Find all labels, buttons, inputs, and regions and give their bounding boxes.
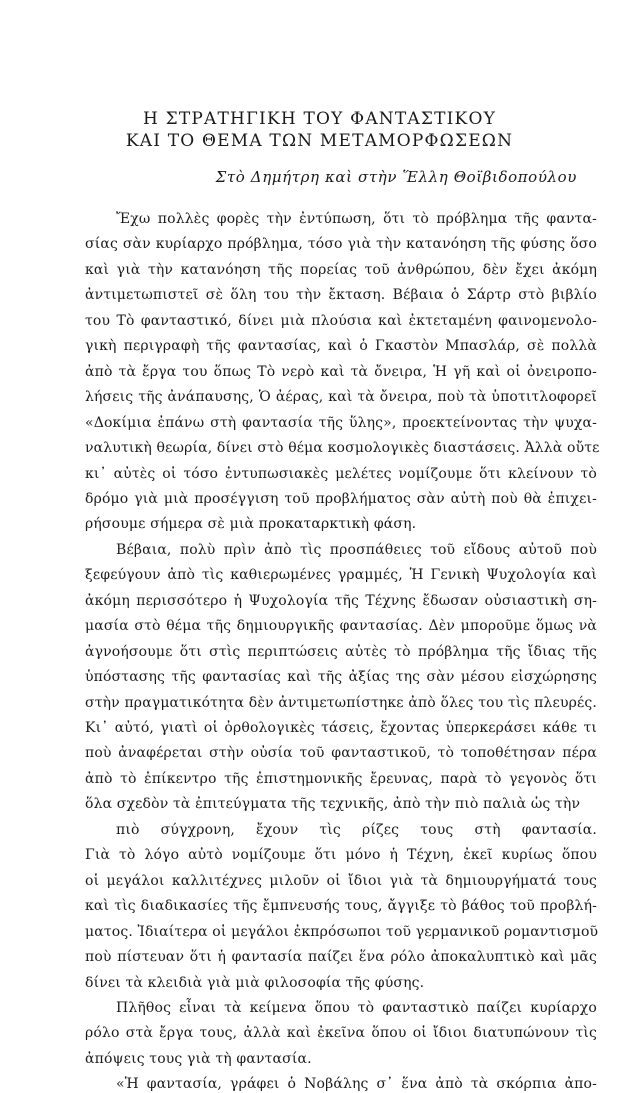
- body-line: ρήσουμε σήμερα σὲ μιὰ προκαταρκτικὴ φάση.: [85, 516, 417, 532]
- body-line: ξεφεύγουν ἀπὸ τὶς καθιερωμένες γραμμές, Ἡ Γενικὴ Ψυχολογία καὶ: [85, 567, 597, 583]
- body-line: «Ἡ φαντασία, γράφει ὁ Νοβάλης σ᾿ ἕνα ἀπὸ τὰ σκόρπια ἀπο-: [116, 1076, 597, 1092]
- body-line: Κι᾿ αὐτό, γιατὶ οἱ ὀρθολογικὲς τάσεις, ἔχοντας ὑπερκεράσει κάθε τι: [85, 720, 597, 736]
- body-line: σίας σὰν κυρίαρχο πρόβλημα, τόσο γιὰ τὴν κατανόηση τῆς φύσης ὅσο: [85, 236, 597, 252]
- body-line: ποὺ ἀναφέρεται στὴν οὐσία τοῦ φανταστικοῦ, τὸ τοποθέτησαν πέρα: [85, 745, 597, 761]
- body-line: ρόλο στὰ ἔργα τους, ἀλλὰ καὶ ἐκεῖνα ὅπου οἱ ἴδιοι διατυπώνουν τὶς: [85, 1025, 597, 1041]
- body-line: Γιὰ τὸ λόγο αὐτὸ νομίζουμε ὅτι μόνο ἡ Τέχνη, ἐκεῖ κυρίως ὅπου: [85, 847, 597, 863]
- dedication: Στὸ Δημήτρη καὶ στὴν Ἕλλη Θοϊβιδοπούλου: [215, 168, 577, 186]
- body-line: γικὴ περιγραφὴ τῆς φαντασίας, καὶ ὁ Γκαστὸν Μπασλάρ, σὲ πολλὰ: [85, 338, 597, 354]
- body-line: μασία στὸ θέμα τῆς δημιουργικῆς φαντασίας. Δὲν μποροῦμε ὅμως νὰ: [85, 618, 597, 634]
- body-line: ἀκόμη περισσότερο ἡ Ψυχολογία τῆς Τέχνης ἔδωσαν οὐσιαστικὴ ση-: [85, 593, 597, 609]
- body-line: ἀγνοήσουμε ὅτι στὶς περιπτώσεις αὐτὲς τὸ πρόβλημα τῆς ἴδιας τῆς: [85, 644, 597, 660]
- body-line: καὶ γιὰ τὴν κατανόηση τῆς πορείας τοῦ ἀνθρώπου, δὲν ἔχει ἀκόμη: [85, 262, 597, 278]
- body-line: Πλῆθος εἶναι τὰ κείμενα ὅπου τὸ φανταστικὸ παίζει κυρίαρχο: [116, 1000, 597, 1016]
- body-line: ἀπὸ τὸ ἐπίκεντρο τῆς ἐπιστημονικῆς ἔρευνας, παρὰ τὸ γεγονὸς ὅτι: [85, 771, 597, 787]
- article-title-line-1: Η ΣΤΡΑΤΗΓΙΚΗ ΤΟΥ ΦΑΝΤΑΣΤΙΚΟΥ: [142, 109, 497, 129]
- body-line: δίνει τὰ κλειδιὰ γιὰ μιὰ φιλοσοφία τῆς φύσης.: [85, 975, 425, 991]
- body-line: ματος. Ἰδιαίτερα οἱ μεγάλοι ἐκπρόσωποι τοῦ γερμανικοῦ ρομαντισμοῦ: [85, 924, 599, 940]
- body-line: οἱ μεγάλοι καλλιτέχνες μιλοῦν οἱ ἴδιοι γιὰ τὰ δημιουργήματά τους: [85, 873, 597, 889]
- body-line: ἀπόψεις τους γιὰ τὴ φαντασία.: [85, 1051, 312, 1067]
- body-line: ποὺ πίστευαν ὅτι ἡ φαντασία παίζει ἕνα ρόλο ἀποκαλυπτικὸ καὶ μᾶς: [85, 949, 597, 965]
- body-line: ἀπὸ τὰ ἔργα του ὅπως Τὸ νερὸ καὶ τὰ ὄνειρα, Ἡ γῆ καὶ οἱ ὀνειροπο-: [85, 364, 597, 380]
- body-line: ὅλα σχεδὸν τὰ ἐπιτεύγματα τῆς τεχνικῆς, ἀπὸ τὴν πιὸ παλιὰ ὡς τὴν: [85, 796, 581, 812]
- body-line: Βέβαια, πολὺ πρὶν ἀπὸ τὶς προσπάθειες τοῦ εἴδους αὐτοῦ ποὺ: [116, 542, 597, 558]
- body-line: καὶ τὶς διαδικασίες τῆς ἔμπνευσής τους, ἄγγιξε τὸ βάθος τοῦ προβλή-: [85, 898, 597, 914]
- body-line: ὑπόστασης τῆς φαντασίας καὶ τῆς ἀξίας της σὰν μέσου εἰσχώρησης: [85, 669, 597, 685]
- body-line: «Δοκίμια ἐπάνω στὴ φαντασία τῆς ὕλης», προεκτείνοντας τὴν ψυχα-: [85, 415, 597, 431]
- body-line: δρόμο γιὰ μιὰ προσέγγιση τοῦ προβλήματος σὰν αὐτὴ ποὺ θὰ ἐπιχει-: [85, 491, 597, 507]
- body-line: στὴν πραγματικότητα δὲν ἀντιμετωπίστηκε ἀπὸ ὅλες του τὶς πλευρές.: [85, 695, 597, 711]
- body-line: πιὸ σύγχρονη, ἔχουν τὶς ρίζες τους στὴ φαντασία.: [116, 822, 597, 838]
- body-line: κι᾿ αὐτὲς οἱ τόσο ἐντυπωσιακὲς μελέτες νομίζουμε ὅτι κλείνουν τὸ: [85, 466, 597, 482]
- body-line: Ἔχω πολλὲς φορὲς τὴν ἐντύπωση, ὅτι τὸ πρόβλημα τῆς φαντα-: [116, 211, 597, 227]
- article-title-line-2: ΚΑΙ ΤΟ ΘΕΜΑ ΤΩΝ ΜΕΤΑΜΟΡΦΩΣΕΩΝ: [125, 131, 514, 151]
- body-line: του Τὸ φανταστικό, δίνει μιὰ πλούσια καὶ ἐκτεταμένη φαινομενολο-: [85, 313, 597, 329]
- body-line: λήσεις τῆς ἀνάπαυσης, Ὁ ἀέρας, καὶ τὰ ὄνειρα, ποὺ τὰ ὑποτιτλοφορεῖ: [85, 389, 597, 405]
- body-line: ἀντιμετωπιστεῖ σὲ ὅλη του τὴν ἔκταση. Βέβαια ὁ Σάρτρ στὸ βιβλίο: [85, 287, 597, 303]
- body-line: ναλυτικὴ θεωρία, δίνει στὸ θέμα κοσμολογικὲς διαστάσεις. Ἀλλὰ οὔτε: [85, 440, 600, 456]
